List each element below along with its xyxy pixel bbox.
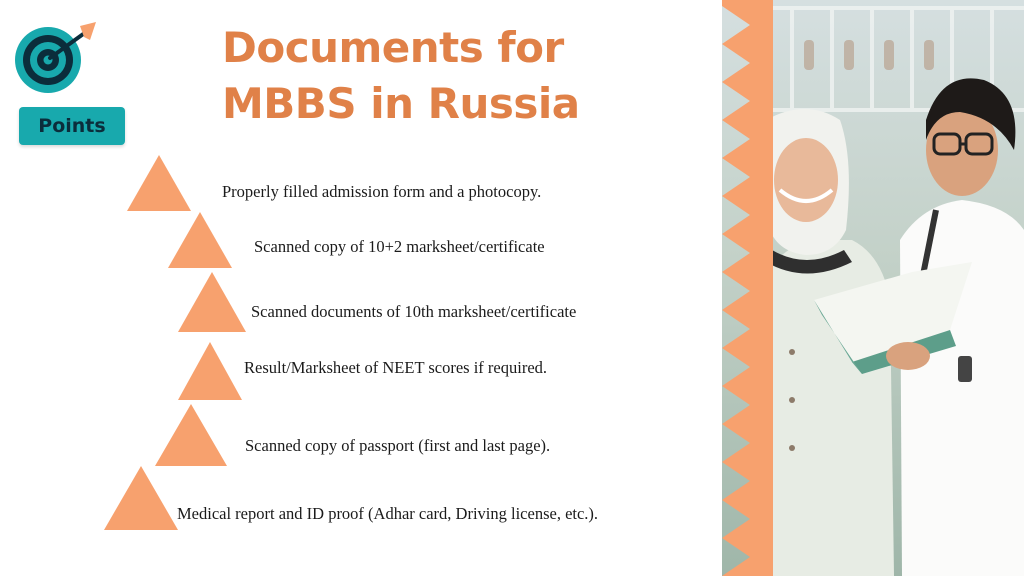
list-item: Scanned copy of 10+2 marksheet/certificate — [254, 237, 545, 256]
page-title — [222, 20, 702, 132]
list-item: Medical report and ID proof (Adhar card, Driving license, etc.). — [177, 504, 599, 523]
list-item: Scanned documents of 10th marksheet/certificate — [251, 302, 577, 321]
triangle-icon — [127, 155, 191, 211]
title-line-1: Documents for — [222, 23, 564, 72]
triangle-icon — [178, 342, 242, 400]
list-item: Properly filled admission form and a photocopy. — [222, 182, 542, 201]
students-photo — [722, 0, 1024, 576]
triangle-icon — [155, 404, 227, 466]
triangle-icon — [104, 466, 178, 530]
triangle-icon — [178, 272, 246, 332]
title-line-2: MBBS in Russia — [222, 79, 580, 128]
list-item: Scanned copy of passport (first and last page). — [245, 436, 551, 455]
target-arrow-icon — [14, 20, 96, 94]
list-item: Result/Marksheet of NEET scores if required. — [244, 358, 548, 377]
points-badge: Points — [19, 107, 125, 145]
triangle-icon — [168, 212, 232, 268]
